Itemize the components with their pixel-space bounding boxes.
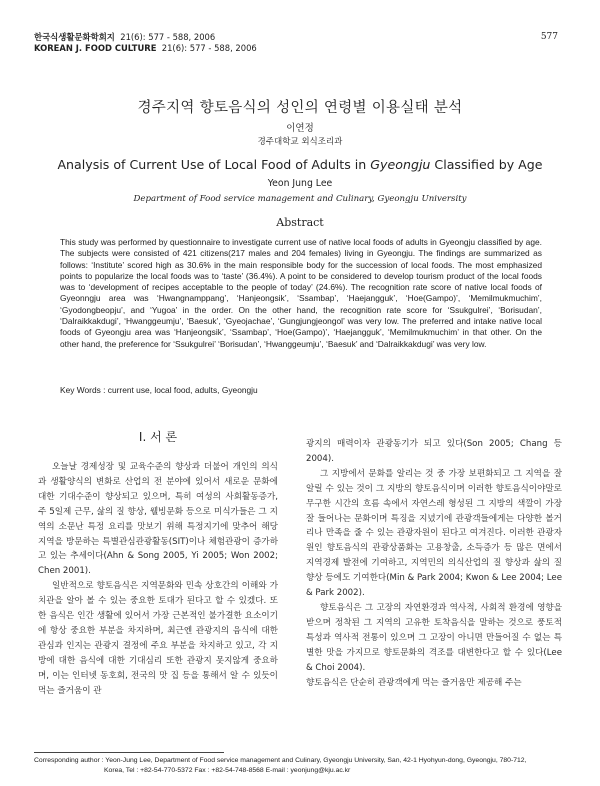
body-column-right	[306, 437, 562, 690]
author-korean: 이연정	[286, 123, 314, 134]
footnote-divider	[34, 752, 224, 753]
title-korean: 경주지역 향토음식의 성인의 연령별 이용실태 분석	[137, 100, 463, 116]
paragraph: 그 지방에서 문화를 알리는 것 중 가장 보편화되고 그 지역을 잘 알릴 수 있는 것이 그 지방의 향토음식이며 이러한 향토음식이야말로 무구한 시간의 흐름 속에서 자연스레 형성된 그 지방의 색깔이 가장 잘 들어나는 문화이며 특징을 지녔기에 관광객들에게는 다양한 볼거리나 만족을 줄 수 있는 관광자원이 된다고 여겨진다. 이러한 관광자원인 향토음식의 관광상품화는 고용창출, 소득증가 등 많은 면에서 지역경제 발전에 기여하고, 지역민의 의식산업의 질 향상과 삶의 질 향상 등에도 기여한다(Min & Park 2004; Kwon & Lee 2004; Lee & Park 2002).	[306, 468, 562, 599]
footnote-line: Corresponding author : Yeon-Jung Lee, Department of Food service management and Culinary, Gyeongju University, San, 42-1 Hyohyun-dong, Gyeongju, 780-712,	[34, 757, 527, 764]
abstract-body: This study was performed by questionnaire to investigate current use of native local foods of adults in Gyeongju classified by age. The subjects were consisted of 421 citizens(217 males and 204 females) living in Gyeongju. The findings are summarized as follows: ‘Institute’ scored high as 30.6% in the main responsible body for the succession of local foods. The most emphasized points to popularize the local foods was to ‘taste’ (36.4%). A point to be considered to develop tourism product of the local foods was to ‘development of recipes acceptable to the people of today’ (24.6%). The recognition rate score of native local foods of Gyeonngju area was ‘Hwangnamppang’, ‘Hanjeongsik’, ‘Ssambap’, ‘Haejangguk’, ‘Hoe(Gampo)’, ‘Memilmukmuchim’, ‘Gyodongbeopju’, and ‘Yugoa’ in the order. On the other hand, the recognition rate score for ‘Ssukgulrei’, ‘Borisudan’, ‘Dalraikkakdugi’, ‘Hwanggeumju’, ‘Baesuk’, ‘Gyeojachae’, ‘Gungjungjeongol’ was very low. The preferred and intake native local foods of Gyeongju area was ‘Hanjeongsik’, ‘Ssambap’, ‘Hoe(Gampo)’, ‘Haejangguk’, ‘Memilmukmuchim’ in that other. On the other hand, the preference for ‘Ssukgulrei’ ‘Borisudan’, ‘Hwanggeumju’, ‘Baesuk’ and ‘Dalraikkakdugi’ was very low.	[60, 237, 542, 349]
journal-volume-kr: 21(6): 577 - 588, 2006	[120, 32, 216, 42]
journal-name-en: KOREAN J. FOOD CULTURE	[34, 43, 157, 53]
title-english-part2: Classified by Age	[430, 157, 543, 172]
title-english-part1: Analysis of Current Use of Local Food of Adults in	[57, 157, 371, 172]
paragraph: 향토음식은 단순히 관광객에게 먹는 즐거움만 제공해 주는	[306, 677, 522, 688]
affiliation-english: Department of Food service management and Culinary, Gyeongju University	[133, 194, 467, 204]
footnote-line: Korea, Tel : +82-54-770-5372 Fax : +82-54-748-8568 E-mail : yeonjung@kju.ac.kr	[104, 766, 351, 774]
page-number: 577	[540, 32, 558, 42]
abstract-heading: Abstract	[276, 216, 324, 229]
paragraph: 향토음식은 그 고장의 자연환경과 역사적, 사회적 환경에 영향을 받으며 정착된 그 지역의 고유한 토착음식을 말하는 것으로 풍토적 특성과 역사적 전통이 있으며 그 고장이 아니면 만들어질 수 없는 특별한 맛을 가지므로 향토문화의 격조를 대변한다고 할 수 있다(Lee & Choi 2004).	[306, 602, 562, 673]
section-heading-introduction: Ⅰ. 서 론	[138, 430, 178, 444]
journal-name-kr: 한국식생활문화학회지	[34, 32, 115, 42]
corresponding-author-footnote	[34, 756, 574, 775]
paragraph: 오늘날 경제성장 및 교육수준의 향상과 더불어 개인의 의식과 생활양식의 변화로 산업의 전 분야에 있어서 새로운 문화에 대한 기대수준이 향상되고 있으며, 특히 여성의 사회활동증가, 주 5일제 근무, 삶의 질 향상, 웰빙문화 등으로 미식가들은 그 지역의 소문난 특정 요리를 맛보기 위해 특정지기에 맞추어 해당 지역을 방문하는 특별관심관광활동(SIT)이나 체험관광이 증가하고 있는 추세이다(Ahn & Song 2005, Yi 2005; Won 2002; Chen 2001).	[38, 462, 278, 577]
title-english	[0, 157, 600, 172]
journal-volume-en: 21(6): 577 - 588, 2006	[161, 43, 257, 53]
keywords: Key Words : current use, local food, adults, Gyeongju	[60, 385, 258, 395]
affiliation-korean: 경주대학교 외식조리과	[257, 137, 343, 147]
author-english: Yeon Jung Lee	[267, 178, 333, 189]
paragraph: 일반적으로 향토음식은 지역문화와 민속 상호간의 이해와 가치관을 알아 볼 수 있는 중요한 토대가 된다고 할 수 있겠다. 또한 음식은 인간 생활에 있어서 가장 근본적인 불가결한 요소이기에 항상 중요한 부분을 차지하며, 최근엔 관광지의 음식에 대한 관심과 인지는 관광지 결정에 주요 부분을 차지하고 있고, 각 지방에 대한 음식에 대한 기대심리 또한 관광지 못지않게 중요하며, 이는 인터넷 동호회, 전국의 맛 집 등을 통해서 알 수 있듯이 먹는 즐거움이 관	[38, 581, 278, 696]
paragraph: 광지의 매력이자 관광동기가 되고 있다(Son 2005; Chang 등 2004).	[306, 439, 562, 464]
body-column-left	[38, 460, 278, 699]
title-english-italic: Gyeongju	[370, 157, 431, 172]
journal-header	[34, 32, 257, 54]
